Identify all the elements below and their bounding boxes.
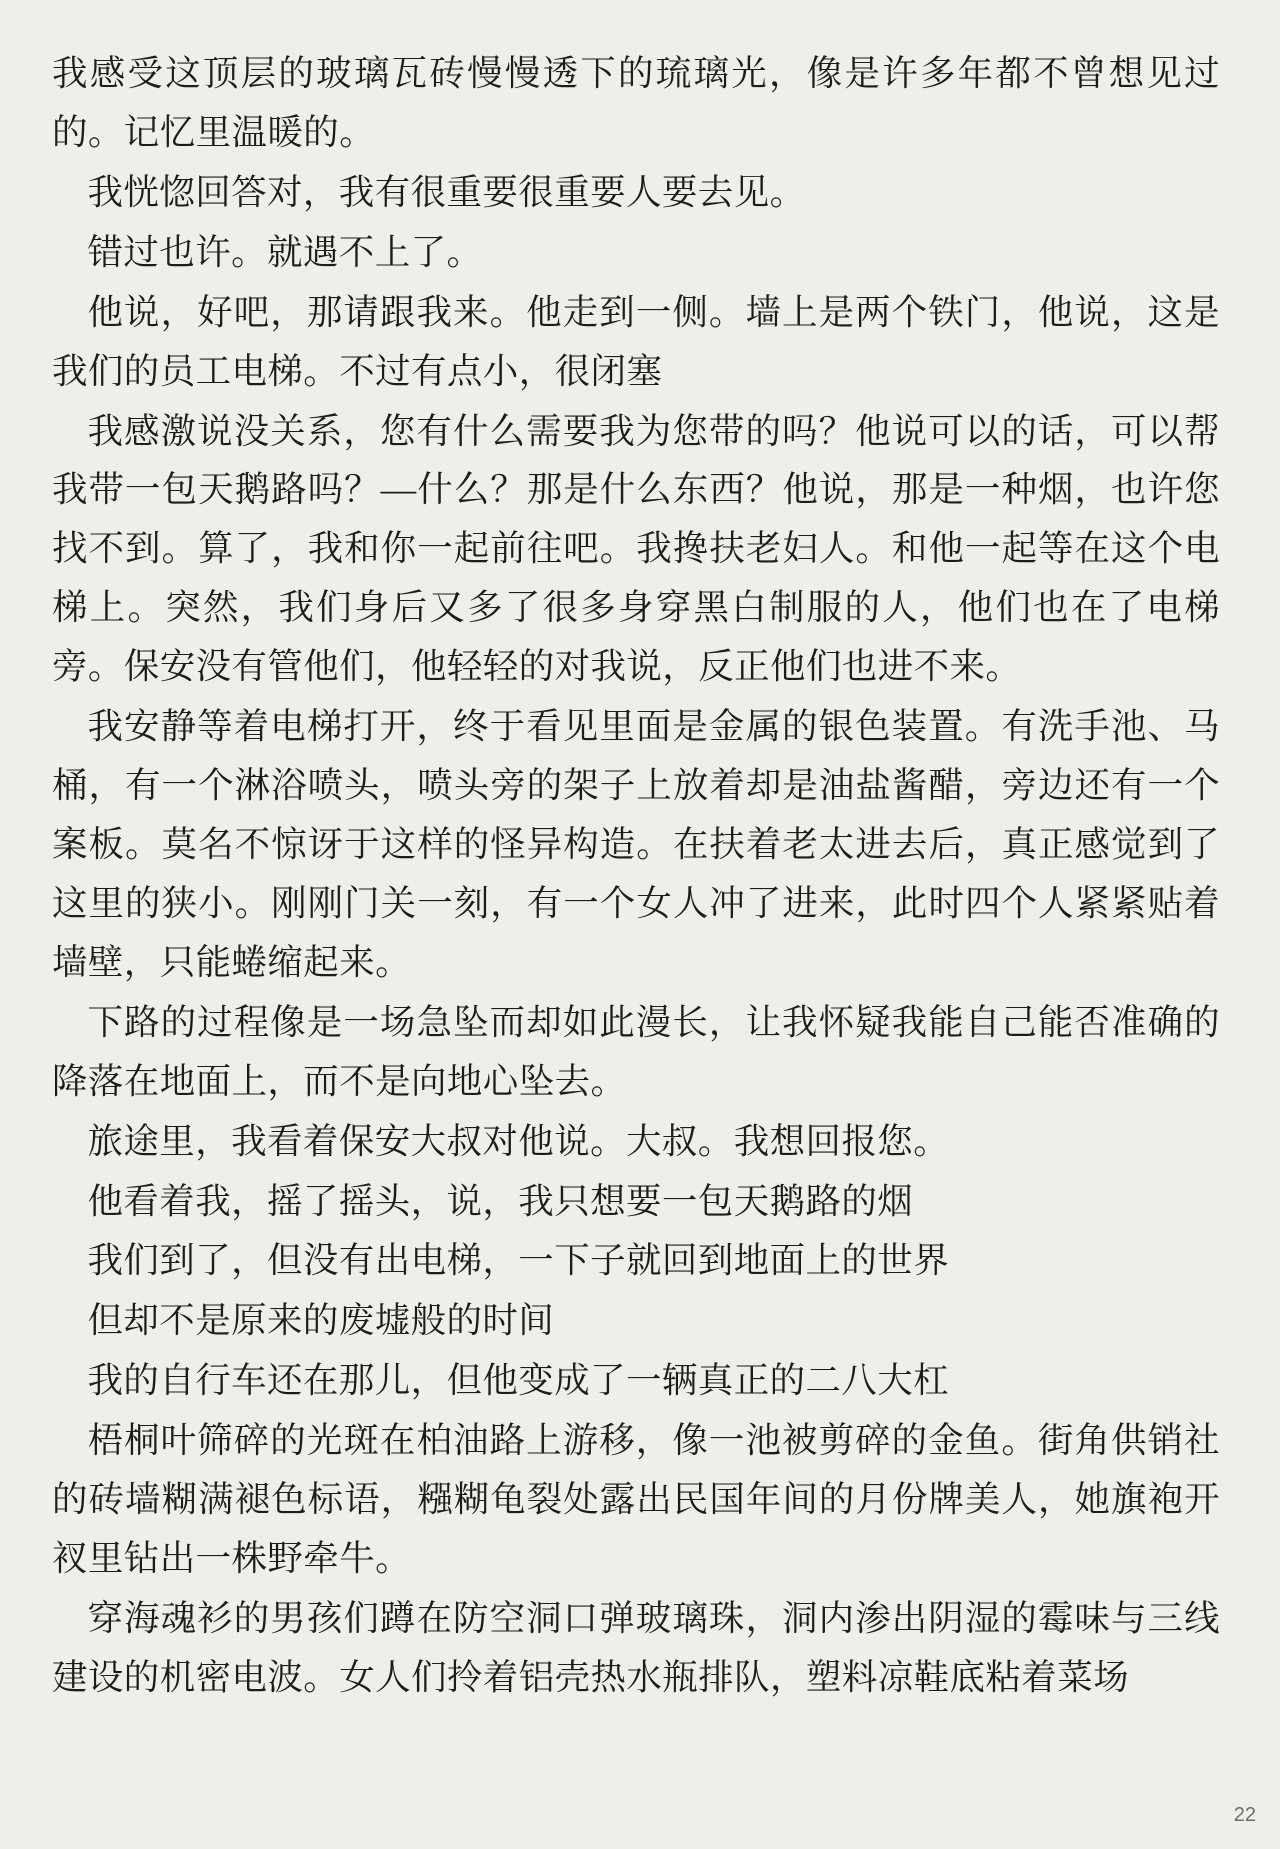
paragraph: 我安静等着电梯打开，终于看见里面是金属的银色装置。有洗手池、马桶，有一个淋浴喷头，喷头旁的架子上放着却是油盐酱醋，旁边还有一个案板。莫名不惊讶于这样的怪异构造。在扶着老太进去后，真正感觉到了这里的狭小。刚刚门关一刻，有一个女人冲了进来，此时四个人紧紧贴着墙壁，只能蜷缩起来。 <box>52 706 1220 982</box>
paragraph: 穿海魂衫的男孩们蹲在防空洞口弹玻璃珠，洞内渗出阴湿的霉味与三线建设的机密电波。女人们拎着铝壳热水瓶排队，塑料凉鞋底粘着菜场 <box>52 1597 1220 1697</box>
page-number: 22 <box>1233 1804 1256 1826</box>
paragraph: 他说，好吧，那请跟我来。他走到一侧。墙上是两个铁门，他说，这是我们的员工电梯。不过有点小，很闭塞 <box>52 291 1220 391</box>
paragraph: 梧桐叶筛碎的光斑在柏油路上游移，像一池被剪碎的金鱼。街角供销社的砖墙糊满褪色标语，糨糊龟裂处露出民国年间的月份牌美人，她旗袍开衩里钻出一株野牵牛。 <box>52 1420 1220 1579</box>
paragraph: 但却不是原来的废墟般的时间 <box>87 1300 555 1341</box>
paragraph: 旅途里，我看着保安大叔对他说。大叔。我想回报您。 <box>87 1120 950 1161</box>
paragraph: 我感激说没关系，您有什么需要我为您带的吗？他说可以的话，可以帮我带一包天鹅路吗？—什么？那是什么东西？他说，那是一种烟，也许您找不到。算了，我和你一起前往吧。我搀扶老妇人。和他一起等在这个电梯上。突然，我们身后又多了很多身穿黑白制服的人，他们也在了电梯旁。保安没有管他们，他轻轻的对我说，反正他们也进不来。 <box>52 410 1220 687</box>
paragraph: 我恍惚回答对，我有很重要很重要人要去见。 <box>87 171 806 212</box>
page-body <box>52 44 1220 1707</box>
paragraph: 他看着我，摇了摇头，说，我只想要一包天鹅路的烟 <box>87 1180 914 1221</box>
paragraph: 我们到了，但没有出电梯，一下子就回到地面上的世界 <box>87 1240 950 1281</box>
paragraph: 我的自行车还在那儿，但他变成了一辆真正的二八大杠 <box>87 1360 950 1401</box>
paragraph: 下路的过程像是一场急坠而却如此漫长，让我怀疑我能自己能否准确的降落在地面上，而不是向地心坠去。 <box>52 1001 1220 1101</box>
paragraph: 错过也许。就遇不上了。 <box>87 231 483 272</box>
paragraph: 我感受这顶层的玻璃瓦砖慢慢透下的琉璃光，像是许多年都不曾想见过的。记忆里温暖的。 <box>52 53 1220 152</box>
